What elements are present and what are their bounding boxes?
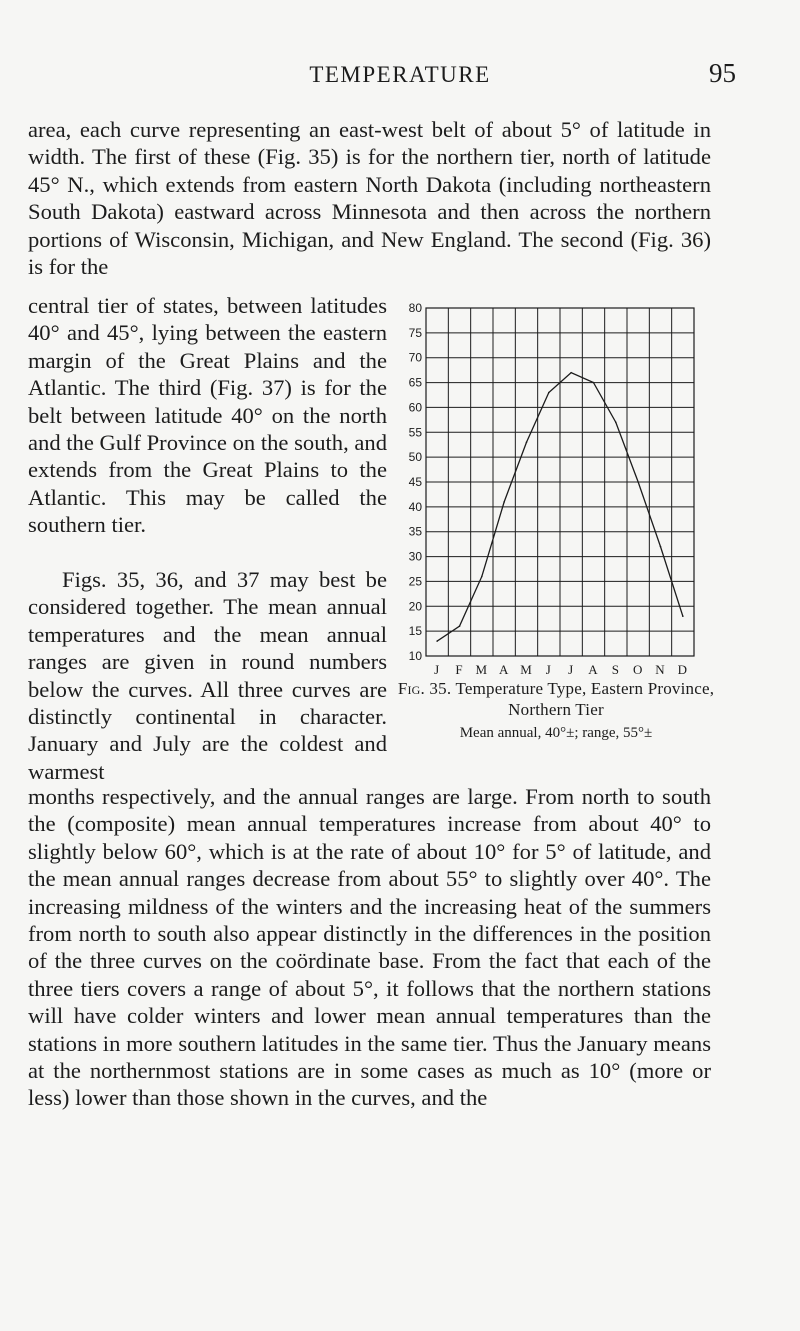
data-point bbox=[593, 382, 595, 384]
x-tick-label: M bbox=[475, 662, 489, 677]
y-tick-label: 20 bbox=[408, 599, 422, 614]
figure-caption bbox=[396, 678, 716, 744]
data-point bbox=[637, 481, 639, 483]
y-tick-label: 45 bbox=[408, 475, 422, 489]
y-tick-label: 35 bbox=[408, 524, 422, 539]
data-point bbox=[548, 392, 550, 394]
y-tick-label: 70 bbox=[408, 350, 422, 365]
x-tick-label: A bbox=[588, 662, 599, 677]
x-tick-label: J bbox=[545, 662, 552, 677]
x-tick-label: F bbox=[455, 662, 464, 677]
x-tick-label: N bbox=[655, 662, 666, 677]
data-point bbox=[503, 501, 505, 503]
x-tick-label: J bbox=[434, 662, 441, 677]
x-tick-label: O bbox=[632, 662, 644, 677]
page-number: 95 bbox=[709, 58, 736, 88]
y-tick-label: 65 bbox=[408, 375, 422, 390]
x-tick-label: D bbox=[677, 662, 689, 677]
y-tick-label: 15 bbox=[408, 624, 422, 639]
data-point bbox=[526, 441, 528, 443]
data-point bbox=[459, 625, 461, 627]
data-point bbox=[481, 576, 483, 578]
caption-label: Fig. 35. bbox=[397, 679, 452, 698]
y-tick-label: 10 bbox=[408, 649, 422, 663]
caption-sub: Mean annual, 40°±; range, 55°± bbox=[459, 725, 653, 741]
caption-title: Temperature Type, Eastern Province, Northern Tier bbox=[455, 679, 715, 719]
paragraph-2-bottom: months respectively, and the annual ranges are large. From north to south the (composite) mean annual temperatures increase from about 40° to slightly below 60°, which is at the rate of about 10° for 5° of latitude, and the mean annual ranges decrease from about 55° to slightly over 40°. The increasing mildness of the winters and the increasing heat of the summers from north to south also appear distinctly in the differences in the position of the three curves on the coördinate base. From the fact that each of the three tiers covers a range of about 5°, it follows that the northern stations will have colder winters and lower mean annual temperatures than the stations in more southern latitudes in the same tier. Thus the January means at the northernmost stations are in some cases as much as 10° (more or less) lower than those shown in the curves, and the bbox=[28, 784, 711, 1111]
paragraph-1-side: central tier of states, between latitudes 40° and 45°, lying between the eastern margin of the Great Plains and the Atlantic. The third (Fig. 37) is for the belt between latitude 40° on the north and the Gulf Province on the south, and extends from the Great Plains to the Atlantic. This may be called the southern tier. bbox=[28, 293, 387, 538]
data-point bbox=[436, 640, 438, 642]
y-tick-label: 80 bbox=[408, 301, 422, 315]
paragraph-1-top: area, each curve representing an east-west belt of about 5° of latitude in width. The first of these (Fig. 35) is for the northern tier, north of latitude 45° N., which extends from eastern North Dakota (including northeastern South Dakota) eastward across Minnesota and then across the northern portions of Wisconsin, Michigan, and New England. The second (Fig. 36) is for the bbox=[28, 117, 711, 280]
data-point bbox=[660, 546, 662, 548]
temperature-chart bbox=[396, 294, 722, 678]
paragraph-2-side: Figs. 35, 36, and 37 may best be considered together. The mean annual temperatures and the mean annual ranges are given in round numbers below the curves. All three curves are distinctly continental in character. January and July are the coldest and warmest bbox=[28, 567, 387, 784]
y-tick-label: 40 bbox=[408, 499, 422, 514]
x-tick-label: M bbox=[520, 662, 533, 677]
y-tick-label: 50 bbox=[408, 450, 422, 465]
running-head: TEMPERATURE bbox=[309, 62, 491, 87]
data-point bbox=[615, 422, 617, 424]
y-tick-label: 75 bbox=[408, 325, 422, 340]
y-tick-label: 30 bbox=[408, 549, 422, 564]
y-tick-label: 55 bbox=[408, 425, 422, 440]
y-tick-label: 25 bbox=[408, 574, 422, 589]
x-tick-label: A bbox=[498, 662, 510, 677]
x-tick-label: S bbox=[611, 662, 620, 677]
y-tick-label: 60 bbox=[408, 400, 422, 415]
data-point bbox=[570, 372, 572, 374]
data-point bbox=[682, 615, 684, 617]
x-tick-label: J bbox=[568, 662, 575, 677]
